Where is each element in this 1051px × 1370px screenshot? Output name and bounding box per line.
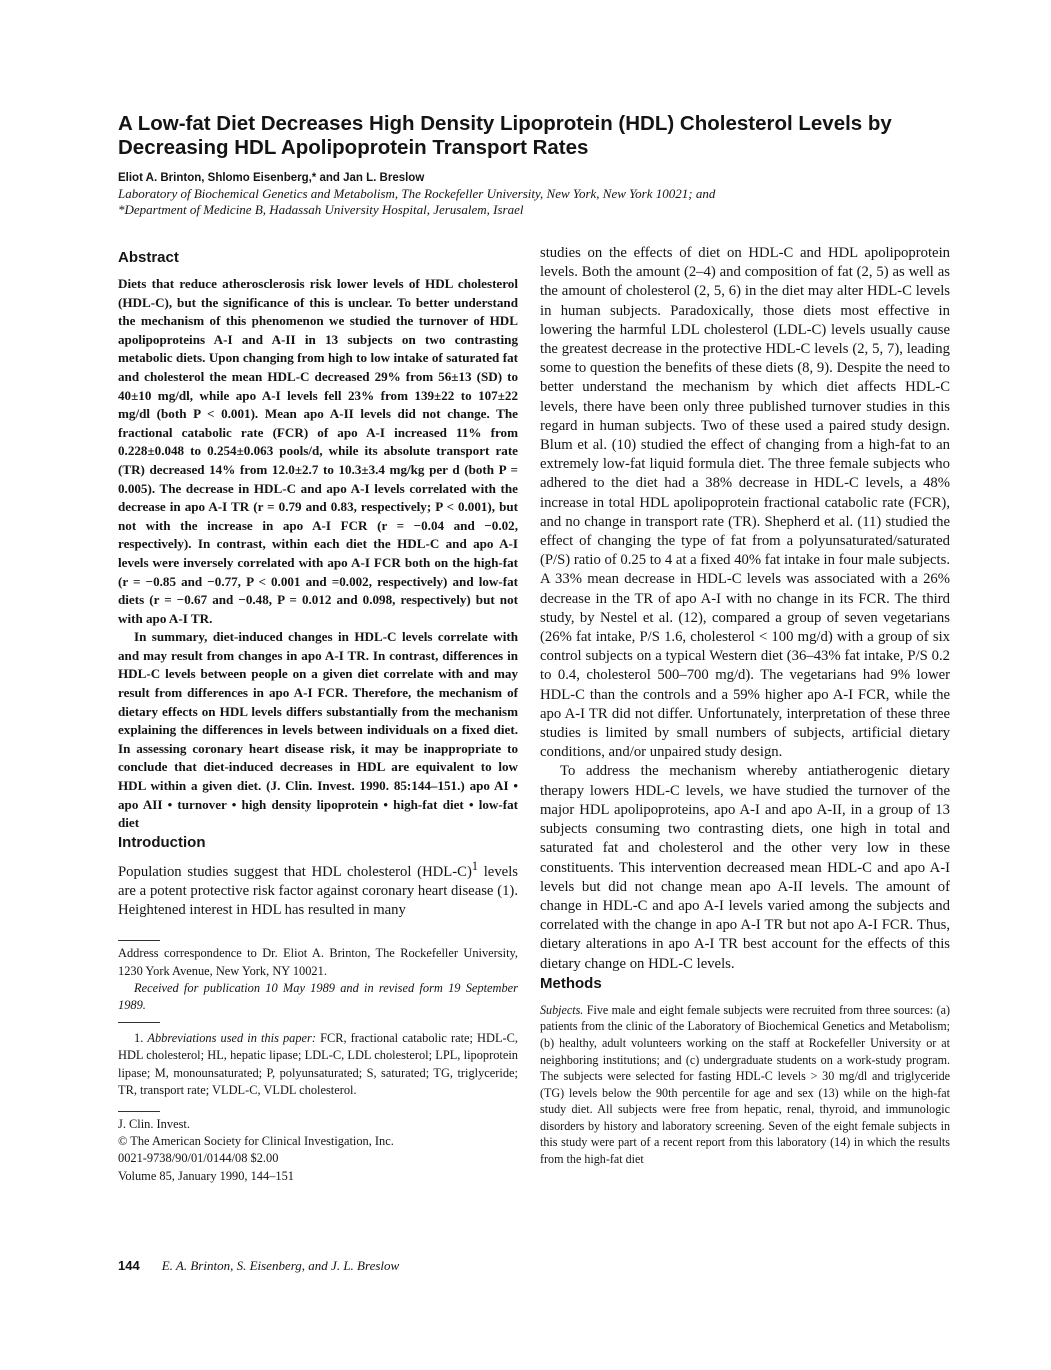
page-footer bbox=[118, 1258, 718, 1274]
left-column bbox=[118, 248, 518, 1185]
keywords: apo AI • apo AII • turnover • high density lipoprotein • high-fat diet • low-fat diet bbox=[118, 778, 519, 831]
volume: Volume 85, January 1990, 144–151 bbox=[118, 1168, 294, 1183]
correspondence-address: Address correspondence to Dr. Eliot A. Brinton, The Rockefeller University, 1230 York Avenue, New York, NY 10021. bbox=[118, 946, 518, 978]
introduction-body-right bbox=[540, 244, 950, 974]
introduction-paragraph-1: Population studies suggest that HDL cholesterol $(HDL-C)^1$ levels are a potent protective risk factor against coronary heart disease (1). Heightened interest in HDL has resulted in many bbox=[118, 858, 518, 919]
methods-heading: Methods bbox=[540, 974, 602, 992]
subjects-paragraph: Subjects. Five male and eight female subjects were recruited from three sources: (a) patients from the clinic of the Laboratory of Biochemical Genetics and Metabolism; (b) healthy, adult volunteers working on the staff at Rockefeller University or at neighboring institutions; and (c) undergraduate students on a work-study program. The subjects were selected for fasting HDL-C levels > 30 mg/dl and triglyceride (TG) levels below the 90th percentile for age and sex (13) while on the high-fat study diet. All subjects were free from hepatic, renal, thyroid, and immunologic disorders by history and laboratory screening. Seven of the eight female subjects in this study were part of a recent report from this laboratory (14) in which the results from the high-fat diet bbox=[540, 1002, 950, 1167]
right-column bbox=[540, 244, 950, 1168]
footnote-divider bbox=[118, 1022, 160, 1023]
abstract-body bbox=[118, 275, 518, 833]
running-head: E. A. Brinton, S. Eisenberg, and J. L. Breslow bbox=[161, 1258, 400, 1273]
affiliation-1: Laboratory of Biochemical Genetics and Metabolism, The Rockefeller University, New York, New York 10021; and bbox=[118, 186, 716, 201]
abbreviations-label: Abbreviations used in this paper: bbox=[147, 1031, 316, 1046]
subjects-label: Subjects. bbox=[540, 1002, 584, 1017]
author-list: Eliot A. Brinton, Shlomo Eisenberg,* and Jan L. Breslow bbox=[118, 172, 425, 184]
issn: 0021-9738/90/01/0144/08 $2.00 bbox=[118, 1151, 279, 1166]
abstract-summary: In summary, diet-induced changes in HDL-C levels correlate with and may result from changes in apo A-I TR. In contrast, differences in HDL-C levels between people on a given diet correlate with and may result from differences in apo A-I FCR. Therefore, the mechanism of dietary effects on HDL levels differs substantially from the mechanism explaining the differences in levels between individuals on a fixed diet. In assessing coronary heart disease risk, it may be inappropriate to conclude that diet-induced decreases in HDL are equivalent to low HDL within a given diet. bbox=[118, 629, 518, 794]
journal-citation: (J. Clin. Invest. 1990. 85:144–151.) bbox=[266, 778, 465, 794]
abstract-paragraph-2 bbox=[118, 628, 518, 833]
footnote-marker: 1 bbox=[471, 858, 478, 873]
introduction-paragraph-2: studies on the effects of diet on HDL-C and HDL apolipoprotein levels. Both the amount (2–4) and composition of fat (2, 5) as well as the amount of cholesterol (2, 5, 6) in the diet may alter HDL-C levels in human subjects. Paradoxically, those diets most effective in lowering the harmful LDL cholesterol (LDL-C) levels usually cause the greatest decrease in the protective HDL-C levels (2, 5, 7), leading some to question the benefits of these diets (8, 9). Despite the need to better understand the mechanism by which diet affects HDL-C levels, there have been only three published turnover studies in this regard in human subjects. Two of these used a paired study design. Blum et al. (10) studied the effect of changing from a high-fat to an extremely low-fat liquid formula diet. The three female subjects who adhered to the diet had a 38% decrease in HDL-C levels, a 48% increase in total HDL apolipoprotein fractional catabolic rate (FCR), and no change in transport rate (TR). Shepherd et al. (11) studied the effect of changing the type of fat from a polyunsaturated/saturated (P/S) ratio of 0.25 to 4 at a fixed 40% fat intake in four male subjects. A 33% mean decrease in HDL-C levels was associated with a 26% decrease in the TR of apo A-I with no change in its FCR. The third study, by Nestel et al. (12), compared a group of seven vegetarians (26% fat intake, P/S 1.6, cholesterol < 100 mg/d) with a group of six control subjects on a typical Western diet (36–43% fat intake, P/S 0.2 to 0.4, cholesterol 500–700 mg/d). The vegetarians had 9% lower HDL-C than the controls and a 59% higher apo A-I FCR, while the apo A-I TR did not differ. Unfortunately, interpretation of these three studies is limited by small numbers of subjects, artificial dietary conditions, and/or unpaired study design. bbox=[540, 245, 950, 761]
footnote-divider bbox=[118, 940, 160, 941]
journal-info bbox=[118, 1116, 518, 1185]
introduction-paragraph-3: To address the mechanism whereby antiatherogenic dietary therapy lowers HDL-C levels, we have studied the turnover of the major HDL apolipoproteins, apo A-I and apo A-II, in a group of 13 subjects consuming two contrasting diets, one high in total and saturated fat and cholesterol and the other very low in these constituents. This intervention decreased mean HDL-C and apo A-I levels but did not change mean apo A-II levels. The amount of change in HDL-C and apo A-I levels varied among the subjects and correlated with the change in apo A-I TR but not apo A-I FCR. Thus, dietary alterations in apo A-I TR best account for the effects of this dietary change on HDL-C levels. bbox=[540, 763, 950, 972]
page-number: 144 bbox=[118, 1258, 140, 1273]
abstract-paragraph-1: Diets that reduce atherosclerosis risk lower levels of HDL cholesterol (HDL-C), but the significance of this is unclear. To better understand the mechanism of this phenomenon we studied the turnover of HDL apolipoproteins A-I and A-II in 13 subjects on two contrasting metabolic diets. Upon changing from high to low intake of saturated fat and cholesterol the mean HDL-C decreased 29% from 56±13 (SD) to 40±10 mg/dl, while apo A-I levels fell 23% from 139±22 to 107±22 mg/dl (both P < 0.001). Mean apo A-II levels did not change. The fractional catabolic rate (FCR) of apo A-I increased 11% from 0.228±0.048 to 0.254±0.063 pools/d, while its absolute transport rate (TR) decreased 14% from 12.0±2.7 to 10.3±3.4 mg/kg per d (both P = 0.005). The decrease in HDL-C and apo A-I levels correlated with the decrease in apo A-I TR (r = 0.79 and 0.83, respectively; P < 0.001), but not with the increase in apo A-I FCR (r = −0.04 and −0.02, respectively). In contrast, within each diet the HDL-C and apo A-I levels were inversely correlated with apo A-I FCR both on the high-fat (r = −0.85 and −0.77, P < 0.001 and =0.002, respectively) and low-fat diets (r = −0.67 and −0.48, P = 0.012 and 0.098, respectively) but not with apo A-I TR. bbox=[118, 276, 518, 626]
affiliation-2: *Department of Medicine B, Hadassah University Hospital, Jerusalem, Israel bbox=[118, 202, 524, 217]
copyright: © The American Society for Clinical Investigation, Inc. bbox=[118, 1134, 394, 1149]
abstract-heading: Abstract bbox=[118, 249, 179, 266]
methods-body bbox=[540, 1002, 950, 1168]
introduction-heading: Introduction bbox=[118, 833, 206, 851]
introduction-body-left bbox=[118, 857, 518, 921]
received-date: Received for publication 10 May 1989 and in revised form 19 September 1989. bbox=[118, 980, 518, 1012]
footnote-divider bbox=[118, 1111, 160, 1112]
article-title: A Low-fat Diet Decreases High Density Lipoprotein (HDL) Cholesterol Levels by Decreasing HDL Apolipoprotein Transport Rates bbox=[118, 112, 892, 159]
journal-name: J. Clin. Invest. bbox=[118, 1116, 190, 1131]
abbreviations-text: FCR, fractional catabolic rate; HDL-C, HDL cholesterol; HL, hepatic lipase; LDL-C, LDL cholesterol; LPL, lipoprotein lipase; M, monounsaturated; P, polyunsaturated; S, saturated; TG, triglyceride; TR, transport rate; VLDL-C, VLDL cholesterol. bbox=[118, 1031, 519, 1097]
abbreviations-footnote: 1. Abbreviations used in this paper: FCR, fractional catabolic rate; HDL-C, HDL cholesterol; HL, hepatic lipase; LDL-C, LDL cholesterol; LPL, lipoprotein lipase; M, monounsaturated; P, polyunsaturated; S, saturated; TG, triglyceride; TR, transport rate; VLDL-C, VLDL cholesterol. bbox=[118, 1031, 519, 1097]
affiliations bbox=[118, 186, 938, 218]
correspondence-footnote bbox=[118, 945, 518, 1014]
